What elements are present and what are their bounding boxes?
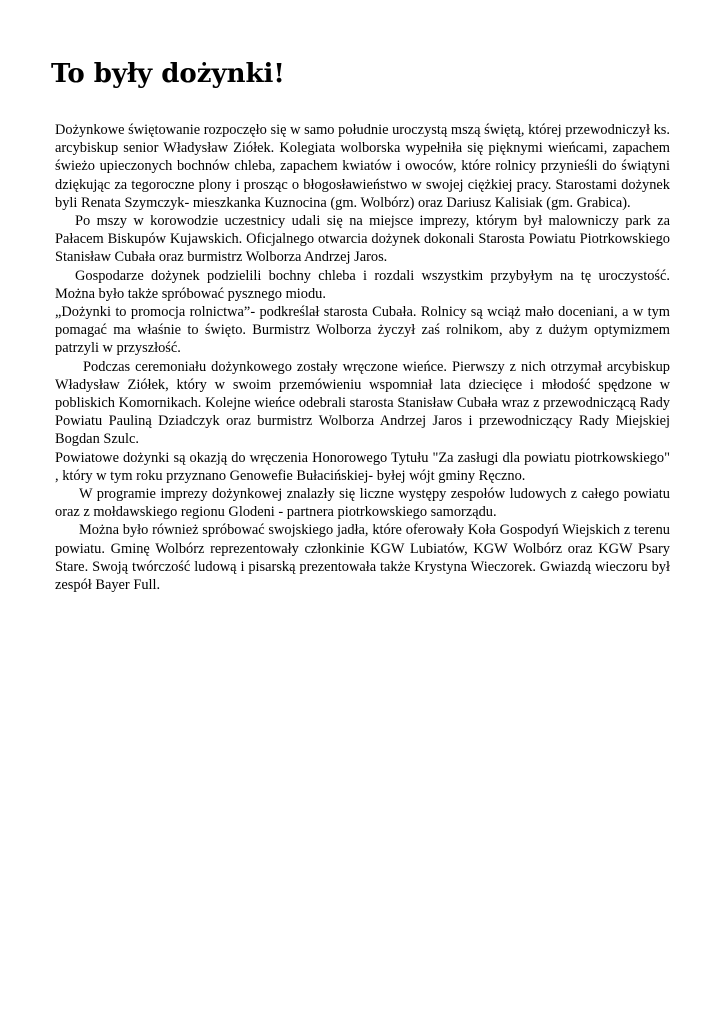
paragraph-procession: Po mszy w korowodzie uczestnicy udali się na miejsce imprezy, którym był malowniczy park za Pałacem Biskupów Kujawskich. Oficjalnego otwarcia dożynek dokonali Starosta Powiatu Piotrkowskiego Stanisław Cubała oraz burmistrz Wolborza Andrzej Jaros. — [55, 213, 670, 266]
paragraph-ceremony: Podczas ceremoniału dożynkowego zostały wręczone wieńce. Pierwszy z nich otrzymał arcybiskup Władysław Ziółek, który w swoim przemówieniu wspomniał lata dziecięce i młodość spędzone w pobliskich Komornikach. Kolejne wieńce odebrali starosta Stanisław Cubała wraz z przewodniczącą Rady Powiatu Pauliną Dziadczyk oraz burmistrz Wolborza Andrzej Jaros i przewodniczący Rady Miejskiej Bogdan Szulc. — [55, 358, 670, 448]
paragraph-program: W programie imprezy dożynkowej znalazły się liczne występy zespołów ludowych z całego powiatu oraz z mołdawskiego regionu Glodeni - partnera piotrkowskiego samorządu. — [55, 486, 670, 521]
paragraph-bread: Gospodarze dożynek podzielili bochny chleba i rozdali wszystkim przybyłym na tę uroczystość. Można było także spróbować pysznego miodu. — [55, 267, 670, 302]
paragraph-food: Można było również spróbować swojskiego jadła, które oferowały Koła Gospodyń Wiejskich z terenu powiatu. Gminę Wolbórz reprezentowały członkinie KGW Lubiatów, KGW Wolbórz oraz KGW Psary Stare. Swoją twórczość ludową i pisarską prezentowała także Krystyna Wieczorek. Gwiazdą wieczoru był zespół Bayer Full. — [55, 522, 670, 594]
paragraph-quote: „Dożynki to promocja rolnictwa”- podkreślał starosta Cubała. Rolnicy są wciąż mało doceniani, a w tym pomagać ma właśnie to święto. Burmistrz Wolborza życzył zaś rolnikom, aby z dużym optymizmem patrzyli w przyszłość. — [55, 304, 670, 357]
article-body — [55, 121, 670, 594]
paragraph-honorary-title: Powiatowe dożynki są okazją do wręczenia Honorowego Tytułu "Za zasługi dla powiatu piotrkowskiego" , który w tym roku przyznano Genowefie Bułacińskiej- byłej wójt gminy Ręczno. — [55, 449, 670, 484]
paragraph-intro: Dożynkowe świętowanie rozpoczęło się w samo południe uroczystą mszą świętą, której przewodniczył ks. arcybiskup senior Władysław Ziółek. Kolegiata wolborska wypełniła się pięknymi wieńcami, zapachem świeżo upieczonych bochnów chleba, zapachem kwiatów i owoców, które rolnicy przynieśli do świątyni dziękując za tegoroczne plony i prosząc o błogosławieństwo w swojej ciężkiej pracy. Starostami dożynek byli Renata Szymczyk- mieszkanka Kuznocina (gm. Wolbórz) oraz Dariusz Kalisiak (gm. Grabica). — [55, 122, 670, 211]
page-title: To były dożynki! — [51, 59, 285, 89]
